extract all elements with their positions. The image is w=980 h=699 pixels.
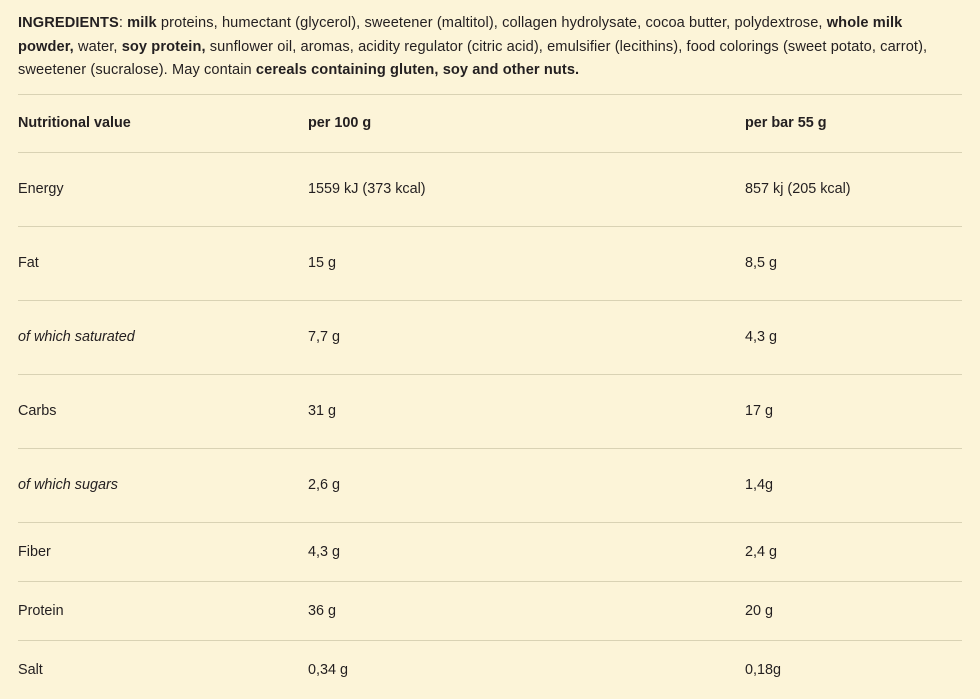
value-per-100g: 0,34 g xyxy=(308,640,745,699)
nutrient-label: Energy xyxy=(18,152,308,226)
table-row xyxy=(18,640,962,699)
ingredient-segment: milk xyxy=(127,15,157,31)
table-row xyxy=(18,448,962,522)
value-per-bar: 857 kj (205 kcal) xyxy=(745,152,962,226)
ingredients-paragraph xyxy=(18,0,962,94)
value-per-100g: 31 g xyxy=(308,374,745,448)
ingredient-segment: whole milk powder, xyxy=(18,15,903,55)
ingredient-segment: sunflower oil, aromas, acidity regulator (citric acid), emulsifier (lecithins), food colorings (sweet potato, carrot), sweetener (sucralose). May contain xyxy=(18,38,928,79)
ingredients-text: INGREDIENTS: milk proteins, humectant (glycerol), sweetener (maltitol), collagen hydrolysate, cocoa butter, polydextrose, whole milk powder, water, soy protein, sunflower oil, aromas, acidity regulator (citric acid), emulsifier (lecithins), food colorings (sweet potato, carrot), sweetener (sucralose). May contain cereals containing gluten, soy and other nuts. xyxy=(18,15,928,79)
value-per-100g: 36 g xyxy=(308,581,745,640)
value-per-bar: 8,5 g xyxy=(745,226,962,300)
table-row xyxy=(18,374,962,448)
table-row xyxy=(18,581,962,640)
column-header-per-bar: per bar 55 g xyxy=(745,94,962,152)
column-header-nutritional-value: Nutritional value xyxy=(18,94,308,152)
ingredient-segment: proteins, humectant (glycerol), sweetener (maltitol), collagen hydrolysate, cocoa butter, polydextrose, xyxy=(156,15,827,31)
table-row xyxy=(18,226,962,300)
ingredient-segment: soy protein, xyxy=(121,38,206,55)
nutrient-label: of which saturated xyxy=(18,300,308,374)
ingredients-heading: INGREDIENTS xyxy=(18,15,119,31)
table-row xyxy=(18,300,962,374)
value-per-bar: 4,3 g xyxy=(745,300,962,374)
value-per-bar: 17 g xyxy=(745,374,962,448)
value-per-bar: 2,4 g xyxy=(745,522,962,581)
ingredient-segment: cereals containing gluten, soy and other nuts. xyxy=(255,62,580,79)
nutrition-table xyxy=(18,94,962,699)
value-per-100g: 7,7 g xyxy=(308,300,745,374)
nutrient-label: Fat xyxy=(18,226,308,300)
column-header-per-100g: per 100 g xyxy=(308,94,745,152)
value-per-100g: 15 g xyxy=(308,226,745,300)
nutrient-label: Protein xyxy=(18,581,308,640)
value-per-100g: 1559 kJ (373 kcal) xyxy=(308,152,745,226)
table-header-row xyxy=(18,94,962,152)
nutrition-table-head xyxy=(18,94,962,152)
table-row xyxy=(18,522,962,581)
nutrient-label: Salt xyxy=(18,640,308,699)
nutrient-label: Fiber xyxy=(18,522,308,581)
value-per-100g: 4,3 g xyxy=(308,522,745,581)
nutrient-label: Carbs xyxy=(18,374,308,448)
ingredient-segment: water, xyxy=(73,38,122,55)
nutrition-table-body xyxy=(18,152,962,699)
value-per-bar: 1,4g xyxy=(745,448,962,522)
table-row xyxy=(18,152,962,226)
value-per-bar: 0,18g xyxy=(745,640,962,699)
value-per-bar: 20 g xyxy=(745,581,962,640)
value-per-100g: 2,6 g xyxy=(308,448,745,522)
nutrient-label: of which sugars xyxy=(18,448,308,522)
